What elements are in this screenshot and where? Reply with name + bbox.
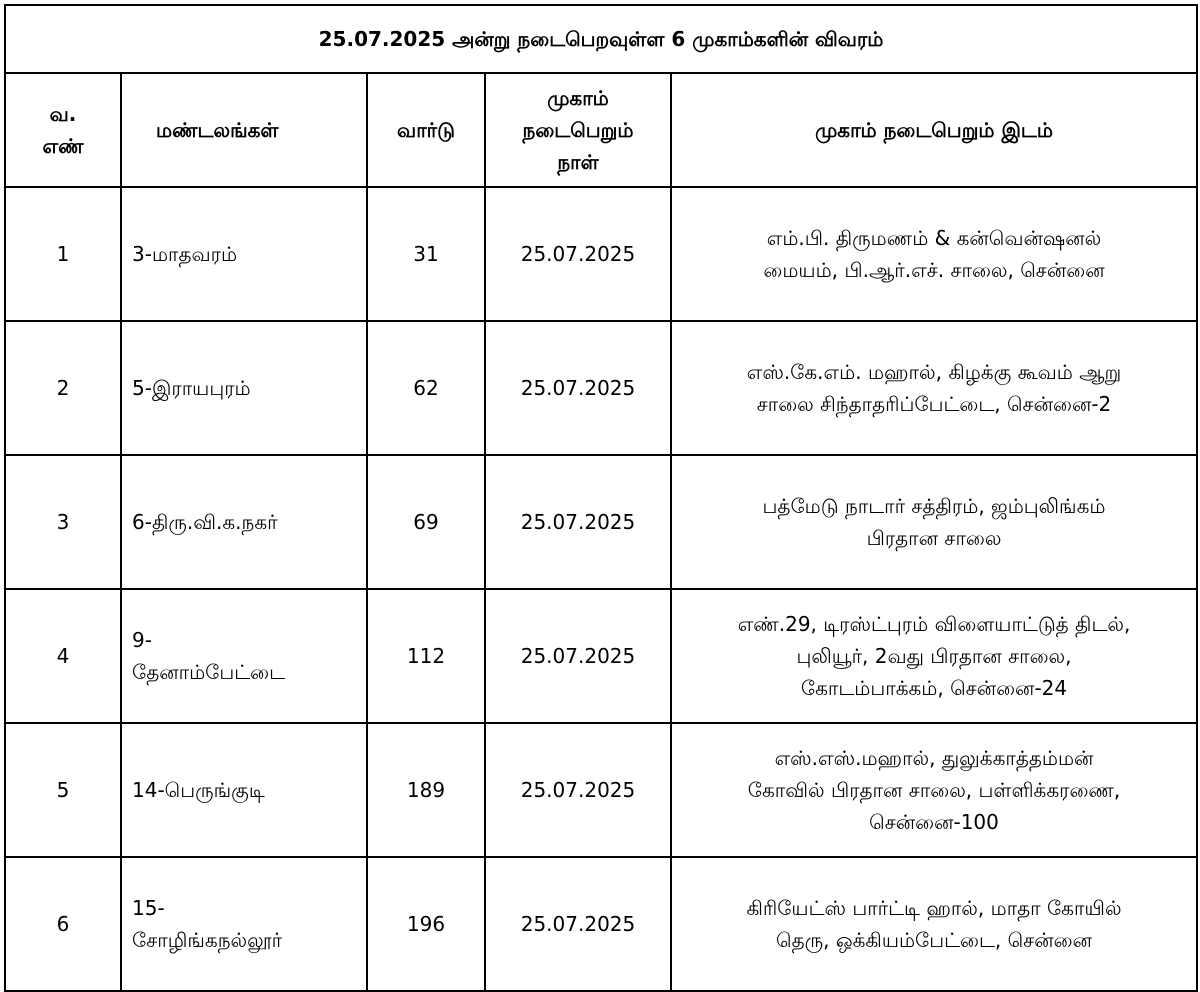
zone-line1: 5-இராயபுரம் <box>132 376 251 400</box>
zone-cell <box>121 857 367 991</box>
serial-number-cell: 4 <box>5 589 121 723</box>
header-venue: முகாம் நடைபெறும் இடம் <box>671 73 1197 187</box>
venue-line1: கிரியேட்ஸ் பார்ட்டி ஹால், மாதா கோயில் <box>746 896 1122 920</box>
table-title: 25.07.2025 அன்று நடைபெறவுள்ள 6 முகாம்களின் விவரம் <box>5 5 1197 73</box>
venue-line1: பத்மேடு நாடார் சத்திரம், ஜம்புலிங்கம் <box>762 494 1106 518</box>
ward-cell: 69 <box>367 455 485 589</box>
camp-date-cell: 25.07.2025 <box>485 321 671 455</box>
zone-line2: தேனாம்பேட்டை <box>132 660 286 684</box>
serial-number-cell: 1 <box>5 187 121 321</box>
zone-line1: 3-மாதவரம் <box>132 242 238 266</box>
venue-cell <box>671 321 1197 455</box>
header-camp-date-line2: நடைபெறும் <box>522 118 634 142</box>
venue-line2: கோவில் பிரதான சாலை, பள்ளிக்கரணை, <box>747 778 1121 802</box>
header-zones: மண்டலங்கள் <box>121 73 367 187</box>
camp-date-cell: 25.07.2025 <box>485 187 671 321</box>
table-row <box>5 723 1197 857</box>
header-camp-date <box>485 73 671 187</box>
venue-line2: புலியூர், 2வது பிரதான சாலை, <box>796 644 1072 668</box>
header-camp-date-line3: நாள் <box>557 150 599 174</box>
venue-cell <box>671 187 1197 321</box>
venue-line1: எஸ்.எஸ்.மஹால், துலுக்காத்தம்மன் <box>774 746 1094 770</box>
venue-cell <box>671 857 1197 991</box>
table-row <box>5 455 1197 589</box>
header-serial-line1: வ. <box>49 102 77 126</box>
table-title-row <box>5 5 1197 73</box>
header-camp-date-line1: முகாம் <box>547 86 609 110</box>
table-row <box>5 857 1197 991</box>
table-row <box>5 187 1197 321</box>
zone-line1: 6-திரு.வி.க.நகர் <box>132 510 278 534</box>
zone-line2: சோழிங்கநல்லூர் <box>132 928 283 952</box>
ward-cell: 112 <box>367 589 485 723</box>
zone-line1: 14-பெருங்குடி <box>132 778 265 802</box>
zone-line1: 15- <box>132 896 165 920</box>
venue-line2: சாலை சிந்தாதரிப்பேட்டை, சென்னை-2 <box>756 392 1112 416</box>
zone-cell <box>121 187 367 321</box>
venue-cell <box>671 589 1197 723</box>
zone-cell <box>121 455 367 589</box>
venue-line1: எம்.பி. திருமணம் & கன்வென்ஷனல் <box>766 226 1102 250</box>
venue-line2: தெரு, ஒக்கியம்பேட்டை, சென்னை <box>776 928 1092 952</box>
ward-cell: 196 <box>367 857 485 991</box>
camp-details-table <box>4 4 1198 992</box>
camp-date-cell: 25.07.2025 <box>485 589 671 723</box>
zone-cell <box>121 321 367 455</box>
camp-date-cell: 25.07.2025 <box>485 723 671 857</box>
zone-cell <box>121 589 367 723</box>
ward-cell: 31 <box>367 187 485 321</box>
zone-cell <box>121 723 367 857</box>
serial-number-cell: 2 <box>5 321 121 455</box>
venue-cell <box>671 723 1197 857</box>
table-row <box>5 589 1197 723</box>
venue-line3: சென்னை-100 <box>869 810 999 834</box>
zone-line1: 9- <box>132 628 152 652</box>
ward-cell: 62 <box>367 321 485 455</box>
serial-number-cell: 6 <box>5 857 121 991</box>
venue-line3: கோடம்பாக்கம், சென்னை-24 <box>800 676 1068 700</box>
venue-line1: எண்.29, டிரஸ்ட்புரம் விளையாட்டுத் திடல், <box>737 612 1131 636</box>
header-serial-no <box>5 73 121 187</box>
header-serial-line2: எண் <box>42 134 84 158</box>
table-row <box>5 321 1197 455</box>
venue-line1: எஸ்.கே.எம். மஹால், கிழக்கு கூவம் ஆறு <box>746 360 1122 384</box>
venue-line2: பிரதான சாலை <box>866 526 1002 550</box>
serial-number-cell: 5 <box>5 723 121 857</box>
table-header-row <box>5 73 1197 187</box>
venue-line2: மையம், பி.ஆர்.எச். சாலை, சென்னை <box>763 258 1105 282</box>
camp-date-cell: 25.07.2025 <box>485 857 671 991</box>
header-ward: வார்டு <box>367 73 485 187</box>
camp-date-cell: 25.07.2025 <box>485 455 671 589</box>
venue-cell <box>671 455 1197 589</box>
ward-cell: 189 <box>367 723 485 857</box>
serial-number-cell: 3 <box>5 455 121 589</box>
